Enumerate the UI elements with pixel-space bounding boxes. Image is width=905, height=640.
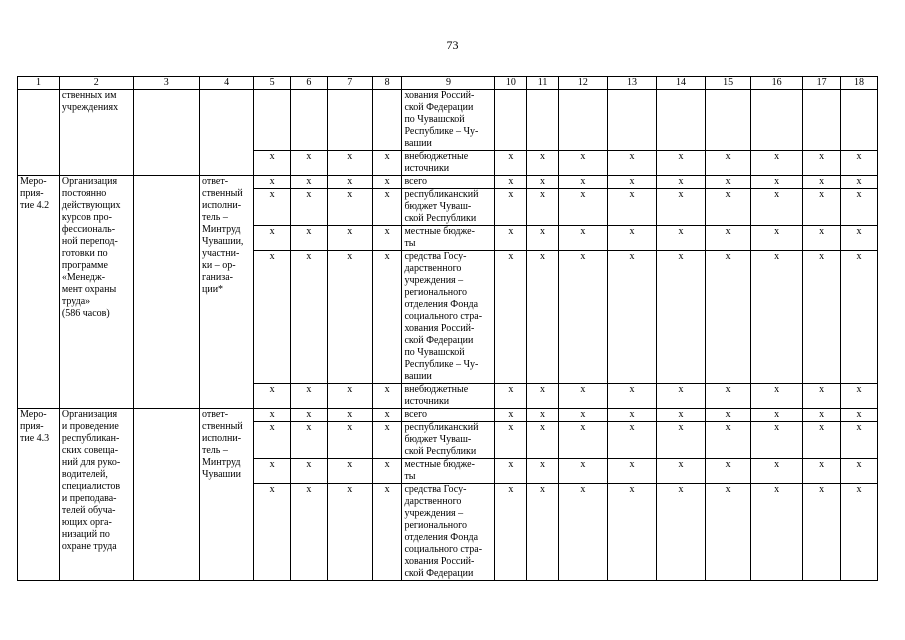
not-applicable-mark: х	[527, 459, 559, 484]
funding-source: местные бюдже- ты	[402, 226, 495, 251]
not-applicable-mark: х	[657, 151, 706, 176]
cont-col3	[133, 90, 199, 176]
not-applicable-mark: х	[751, 189, 803, 226]
not-applicable-mark: х	[607, 226, 656, 251]
not-applicable-mark: х	[751, 226, 803, 251]
not-applicable-mark: х	[841, 459, 878, 484]
not-applicable-mark: х	[706, 151, 751, 176]
not-applicable-mark: х	[706, 176, 751, 189]
not-applicable-mark: х	[803, 484, 841, 581]
not-applicable-mark: х	[607, 409, 656, 422]
not-applicable-mark: х	[254, 176, 291, 189]
cont-col4	[200, 90, 254, 176]
not-applicable-mark: х	[751, 151, 803, 176]
m43-responsible: ответ- ственный исполни- тель – Минтруд Чувашии	[200, 409, 254, 581]
not-applicable-mark: х	[527, 189, 559, 226]
not-applicable-mark: х	[372, 484, 402, 581]
not-applicable-mark: х	[291, 151, 328, 176]
not-applicable-mark: х	[558, 384, 607, 409]
header-cell: 8	[372, 77, 402, 90]
not-applicable-mark: х	[706, 422, 751, 459]
not-applicable-mark: х	[841, 422, 878, 459]
budget-table	[17, 76, 878, 581]
header-cell: 2	[59, 77, 133, 90]
not-applicable-mark: х	[751, 384, 803, 409]
not-applicable-mark: х	[372, 422, 402, 459]
not-applicable-mark: х	[254, 484, 291, 581]
not-applicable-mark: х	[803, 384, 841, 409]
funding-source: внебюджетные источники	[402, 384, 495, 409]
not-applicable-mark: х	[706, 189, 751, 226]
not-applicable-mark: х	[657, 484, 706, 581]
empty-cell	[372, 90, 402, 151]
header-cell: 4	[200, 77, 254, 90]
not-applicable-mark: х	[291, 409, 328, 422]
not-applicable-mark: х	[558, 409, 607, 422]
not-applicable-mark: х	[841, 409, 878, 422]
m42-responsible: ответ- ственный исполни- тель – Минтруд Чувашии, участни- ки – ор- ганиза- ции*	[200, 176, 254, 409]
not-applicable-mark: х	[327, 189, 372, 226]
not-applicable-mark: х	[254, 151, 291, 176]
not-applicable-mark: х	[751, 484, 803, 581]
m42-description: Организация постоянно действующих курсов про- фессиональ- ной перепод- готовки по программе «Менедж- мент охраны труда» (586 часов)	[59, 176, 133, 409]
header-cell: 12	[558, 77, 607, 90]
not-applicable-mark: х	[607, 484, 656, 581]
not-applicable-mark: х	[495, 384, 527, 409]
not-applicable-mark: х	[327, 459, 372, 484]
not-applicable-mark: х	[841, 251, 878, 384]
m42-row-total	[18, 176, 878, 189]
not-applicable-mark: х	[372, 251, 402, 384]
m43-row-total	[18, 409, 878, 422]
not-applicable-mark: х	[372, 409, 402, 422]
funding-source: средства Госу- дарственного учреждения – регионального отделения Фонда социального стра- хования Россий- ской Федерации	[402, 484, 495, 581]
not-applicable-mark: х	[803, 459, 841, 484]
not-applicable-mark: х	[291, 176, 328, 189]
funding-source: всего	[402, 176, 495, 189]
not-applicable-mark: х	[291, 422, 328, 459]
not-applicable-mark: х	[372, 459, 402, 484]
m43-name: Меро- прия- тие 4.3	[18, 409, 60, 581]
not-applicable-mark: х	[327, 409, 372, 422]
not-applicable-mark: х	[841, 226, 878, 251]
not-applicable-mark: х	[527, 251, 559, 384]
not-applicable-mark: х	[495, 484, 527, 581]
not-applicable-mark: х	[657, 176, 706, 189]
not-applicable-mark: х	[254, 384, 291, 409]
not-applicable-mark: х	[803, 409, 841, 422]
not-applicable-mark: х	[803, 226, 841, 251]
header-cell: 11	[527, 77, 559, 90]
empty-cell	[558, 90, 607, 151]
not-applicable-mark: х	[607, 176, 656, 189]
not-applicable-mark: х	[803, 251, 841, 384]
not-applicable-mark: х	[327, 226, 372, 251]
not-applicable-mark: х	[327, 384, 372, 409]
not-applicable-mark: х	[254, 189, 291, 226]
empty-cell	[607, 90, 656, 151]
not-applicable-mark: х	[495, 422, 527, 459]
not-applicable-mark: х	[558, 422, 607, 459]
not-applicable-mark: х	[372, 189, 402, 226]
header-cell: 5	[254, 77, 291, 90]
empty-cell	[327, 90, 372, 151]
not-applicable-mark: х	[841, 384, 878, 409]
empty-cell	[751, 90, 803, 151]
not-applicable-mark: х	[527, 409, 559, 422]
header-cell: 1	[18, 77, 60, 90]
not-applicable-mark: х	[607, 151, 656, 176]
header-cell: 17	[803, 77, 841, 90]
funding-source: местные бюдже- ты	[402, 459, 495, 484]
not-applicable-mark: х	[558, 226, 607, 251]
not-applicable-mark: х	[607, 189, 656, 226]
header-cell: 16	[751, 77, 803, 90]
not-applicable-mark: х	[327, 176, 372, 189]
not-applicable-mark: х	[291, 251, 328, 384]
not-applicable-mark: х	[607, 459, 656, 484]
not-applicable-mark: х	[657, 226, 706, 251]
not-applicable-mark: х	[706, 251, 751, 384]
not-applicable-mark: х	[803, 189, 841, 226]
funding-source: внебюджетные источники	[402, 151, 495, 176]
not-applicable-mark: х	[254, 409, 291, 422]
funding-source: средства Госу- дарственного учреждения – регионального отделения Фонда социального стра- хования Россий- ской Федерации по Чувашской Республике – Чу- вашии	[402, 251, 495, 384]
not-applicable-mark: х	[803, 422, 841, 459]
not-applicable-mark: х	[841, 176, 878, 189]
m42-name: Меро- прия- тие 4.2	[18, 176, 60, 409]
not-applicable-mark: х	[751, 176, 803, 189]
not-applicable-mark: х	[607, 251, 656, 384]
header-cell: 6	[291, 77, 328, 90]
empty-cell	[254, 90, 291, 151]
header-cell: 14	[657, 77, 706, 90]
header-cell: 3	[133, 77, 199, 90]
not-applicable-mark: х	[291, 384, 328, 409]
not-applicable-mark: х	[372, 226, 402, 251]
not-applicable-mark: х	[527, 226, 559, 251]
not-applicable-mark: х	[657, 409, 706, 422]
not-applicable-mark: х	[706, 384, 751, 409]
header-cell: 10	[495, 77, 527, 90]
m43-col3	[133, 409, 199, 581]
not-applicable-mark: х	[495, 151, 527, 176]
not-applicable-mark: х	[558, 189, 607, 226]
not-applicable-mark: х	[291, 459, 328, 484]
not-applicable-mark: х	[254, 226, 291, 251]
not-applicable-mark: х	[706, 226, 751, 251]
not-applicable-mark: х	[657, 251, 706, 384]
not-applicable-mark: х	[527, 176, 559, 189]
m43-description: Организация и проведение республикан- ских совеща- ний для руко- водителей, специалистов и преподава- телей обуча- ющих орга- низаций по охране труда	[59, 409, 133, 581]
not-applicable-mark: х	[291, 189, 328, 226]
cont-col1	[18, 90, 60, 176]
not-applicable-mark: х	[495, 176, 527, 189]
m42-col3	[133, 176, 199, 409]
empty-cell	[841, 90, 878, 151]
not-applicable-mark: х	[558, 484, 607, 581]
not-applicable-mark: х	[327, 484, 372, 581]
not-applicable-mark: х	[372, 151, 402, 176]
not-applicable-mark: х	[558, 151, 607, 176]
not-applicable-mark: х	[751, 251, 803, 384]
not-applicable-mark: х	[495, 189, 527, 226]
empty-cell	[527, 90, 559, 151]
empty-cell	[495, 90, 527, 151]
funding-source: республиканский бюджет Чуваш- ской Республики	[402, 422, 495, 459]
not-applicable-mark: х	[527, 422, 559, 459]
header-cell: 7	[327, 77, 372, 90]
page-number: 73	[446, 38, 459, 52]
not-applicable-mark: х	[327, 422, 372, 459]
not-applicable-mark: х	[607, 422, 656, 459]
not-applicable-mark: х	[291, 484, 328, 581]
not-applicable-mark: х	[751, 459, 803, 484]
not-applicable-mark: х	[706, 459, 751, 484]
not-applicable-mark: х	[841, 151, 878, 176]
not-applicable-mark: х	[607, 384, 656, 409]
not-applicable-mark: х	[657, 384, 706, 409]
not-applicable-mark: х	[558, 459, 607, 484]
not-applicable-mark: х	[558, 251, 607, 384]
not-applicable-mark: х	[327, 151, 372, 176]
not-applicable-mark: х	[841, 189, 878, 226]
header-row	[18, 77, 878, 90]
not-applicable-mark: х	[657, 189, 706, 226]
not-applicable-mark: х	[527, 484, 559, 581]
header-cell: 15	[706, 77, 751, 90]
not-applicable-mark: х	[803, 176, 841, 189]
funding-source: республиканский бюджет Чуваш- ской Республики	[402, 189, 495, 226]
not-applicable-mark: х	[657, 422, 706, 459]
not-applicable-mark: х	[495, 459, 527, 484]
not-applicable-mark: х	[254, 422, 291, 459]
not-applicable-mark: х	[706, 484, 751, 581]
empty-cell	[657, 90, 706, 151]
not-applicable-mark: х	[706, 409, 751, 422]
continuation-row	[18, 90, 878, 151]
funding-source: всего	[402, 409, 495, 422]
not-applicable-mark: х	[527, 384, 559, 409]
not-applicable-mark: х	[527, 151, 559, 176]
header-cell: 18	[841, 77, 878, 90]
not-applicable-mark: х	[372, 176, 402, 189]
not-applicable-mark: х	[657, 459, 706, 484]
header-cell: 9	[402, 77, 495, 90]
not-applicable-mark: х	[291, 226, 328, 251]
not-applicable-mark: х	[372, 384, 402, 409]
not-applicable-mark: х	[495, 409, 527, 422]
cont-funding-source: хования Россий- ской Федерации по Чувашской Республике – Чу- вашии	[402, 90, 495, 151]
not-applicable-mark: х	[558, 176, 607, 189]
not-applicable-mark: х	[327, 251, 372, 384]
header-cell: 13	[607, 77, 656, 90]
not-applicable-mark: х	[254, 251, 291, 384]
not-applicable-mark: х	[841, 484, 878, 581]
not-applicable-mark: х	[751, 422, 803, 459]
not-applicable-mark: х	[495, 226, 527, 251]
empty-cell	[803, 90, 841, 151]
not-applicable-mark: х	[254, 459, 291, 484]
not-applicable-mark: х	[495, 251, 527, 384]
not-applicable-mark: х	[803, 151, 841, 176]
cont-description: ственных им учреждениях	[59, 90, 133, 176]
empty-cell	[706, 90, 751, 151]
empty-cell	[291, 90, 328, 151]
not-applicable-mark: х	[751, 409, 803, 422]
